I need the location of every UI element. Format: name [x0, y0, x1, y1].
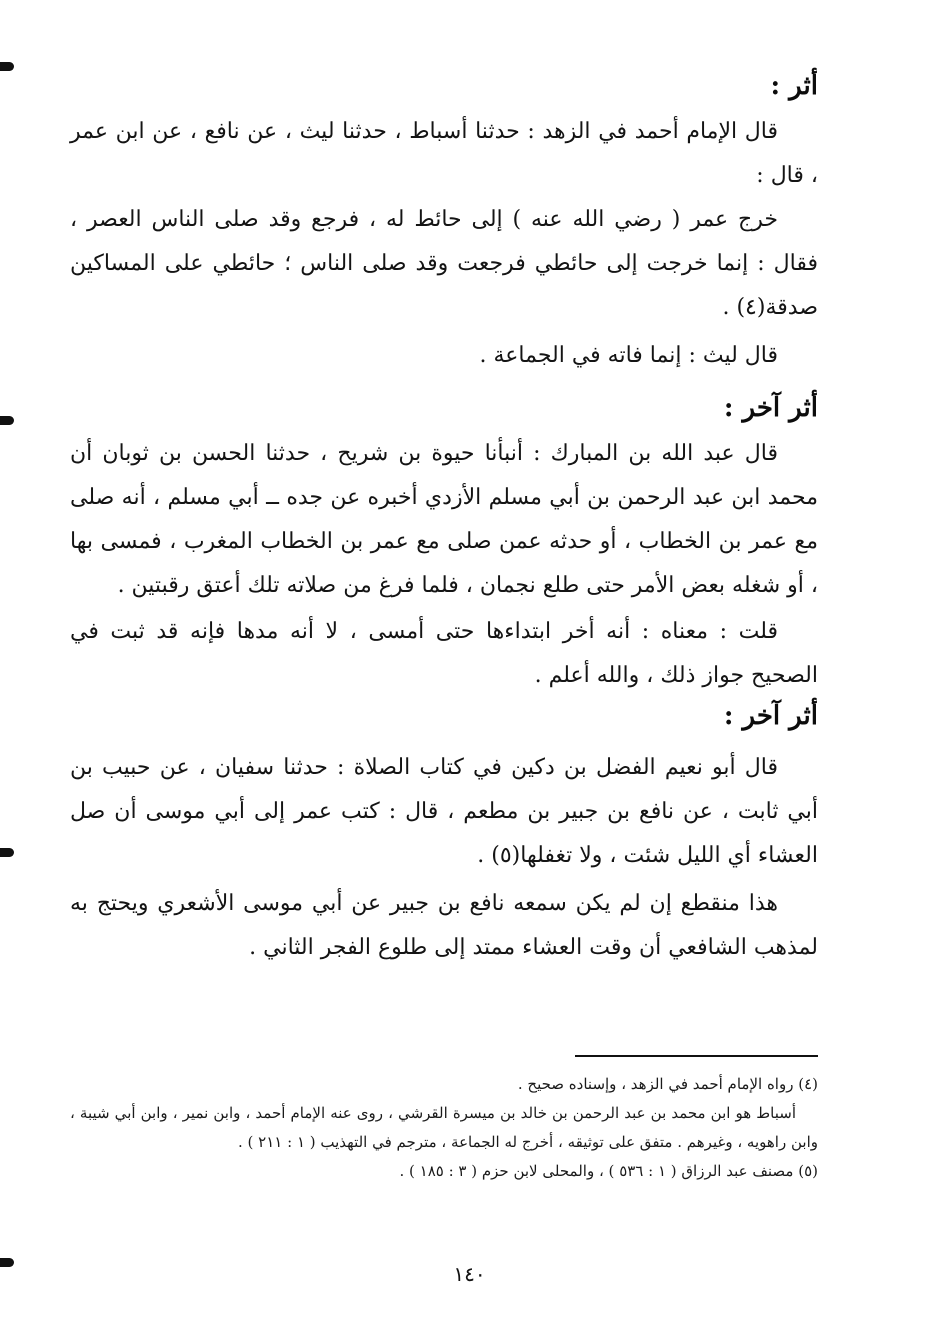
- footnote: (٤) رواه الإمام أحمد في الزهد ، وإسناده صحيح .: [517, 1075, 818, 1093]
- paragraph: قال ليث : إنما فاته في الجماعة .: [479, 343, 778, 368]
- paragraph: قال الإمام أحمد في الزهد : حدثنا أسباط ، حدثنا ليث ، عن نافع ، عن ابن عمر ، قال :: [70, 119, 818, 188]
- paragraph: قلت : معناه : أنه أخر ابتداءها حتى أمسى ، لا أنه مدها فإنه قد ثبت في الصحيح جواز ذلك ، والله أعلم .: [70, 619, 818, 688]
- paragraph-group-7: [70, 882, 818, 970]
- paragraph: هذا منقطع إن لم يكن سمعه نافع بن جبير عن أبي موسى الأشعري ويحتج به لمذهب الشافعي أن وقت العشاء ممتد إلى طلوع الفجر الثاني .: [70, 891, 818, 960]
- scan-edge-mark: [0, 62, 14, 71]
- footnote: (٥) مصنف عبد الرزاق ( ١ : ٥٣٦ ) ، والمحلى لابن حزم ( ٣ : ١٨٥ ) .: [399, 1162, 818, 1180]
- page-number: ١٤٠: [453, 1262, 486, 1286]
- paragraph-group-5: [70, 610, 818, 698]
- section-heading: أثر آخر :: [723, 393, 818, 423]
- section-heading: أثر :: [770, 71, 818, 101]
- section-heading: أثر آخر :: [723, 701, 818, 731]
- paragraph-group-3: [70, 334, 818, 378]
- paragraph-group-1: [70, 110, 818, 198]
- footnote: أسباط هو ابن محمد بن عبد الرحمن بن خالد بن ميسرة القرشي ، روى عنه الإمام أحمد ، وابن نمير ، وابن أبي شيبة ، وابن راهويه ، وغيرهم . متفق على توثيقه ، أخرج له الجماعة ، مترجم في التهذيب ( ١ : ٢١١ ) .: [70, 1104, 818, 1151]
- footnotes: [70, 1070, 818, 1186]
- paragraph-group-6: [70, 746, 818, 878]
- scan-edge-mark: [0, 848, 14, 857]
- paragraph: قال عبد الله بن المبارك : أنبأنا حيوة بن شريح ، حدثنا الحسن بن ثوبان أن محمد ابن عبد الرحمن بن أبي مسلم الأزدي أخبره عن جده ــ أبي مسلم ، أنه صلى مع عمر بن الخطاب ، أو حدثه عمن صلى مع عمر بن الخطاب المغرب ، فمسى بها ، أو شغله بعض الأمر حتى طلع نجمان ، فلما فرغ من صلاته تلك أعتق رقبتين .: [70, 441, 818, 598]
- scan-edge-mark: [0, 416, 14, 425]
- paragraph-group-2: [70, 198, 818, 330]
- paragraph: خرج عمر ( رضي الله عنه ) إلى حائط له ، فرجع وقد صلى الناس العصر ، فقال : إنما خرجت إلى حائطي فرجعت وقد صلى الناس ؛ حائطي على المساكين صدقة(٤) .: [70, 207, 818, 320]
- footnote-separator: [575, 1055, 818, 1057]
- paragraph: قال أبو نعيم الفضل بن دكين في كتاب الصلاة : حدثنا سفيان ، عن حبيب بن أبي ثابت ، عن نافع بن جبير بن مطعم ، قال : كتب عمر إلى أبي موسى أن صل العشاء أي الليل شئت ، ولا تغفلها(٥) .: [70, 755, 818, 868]
- paragraph-group-4: [70, 432, 818, 608]
